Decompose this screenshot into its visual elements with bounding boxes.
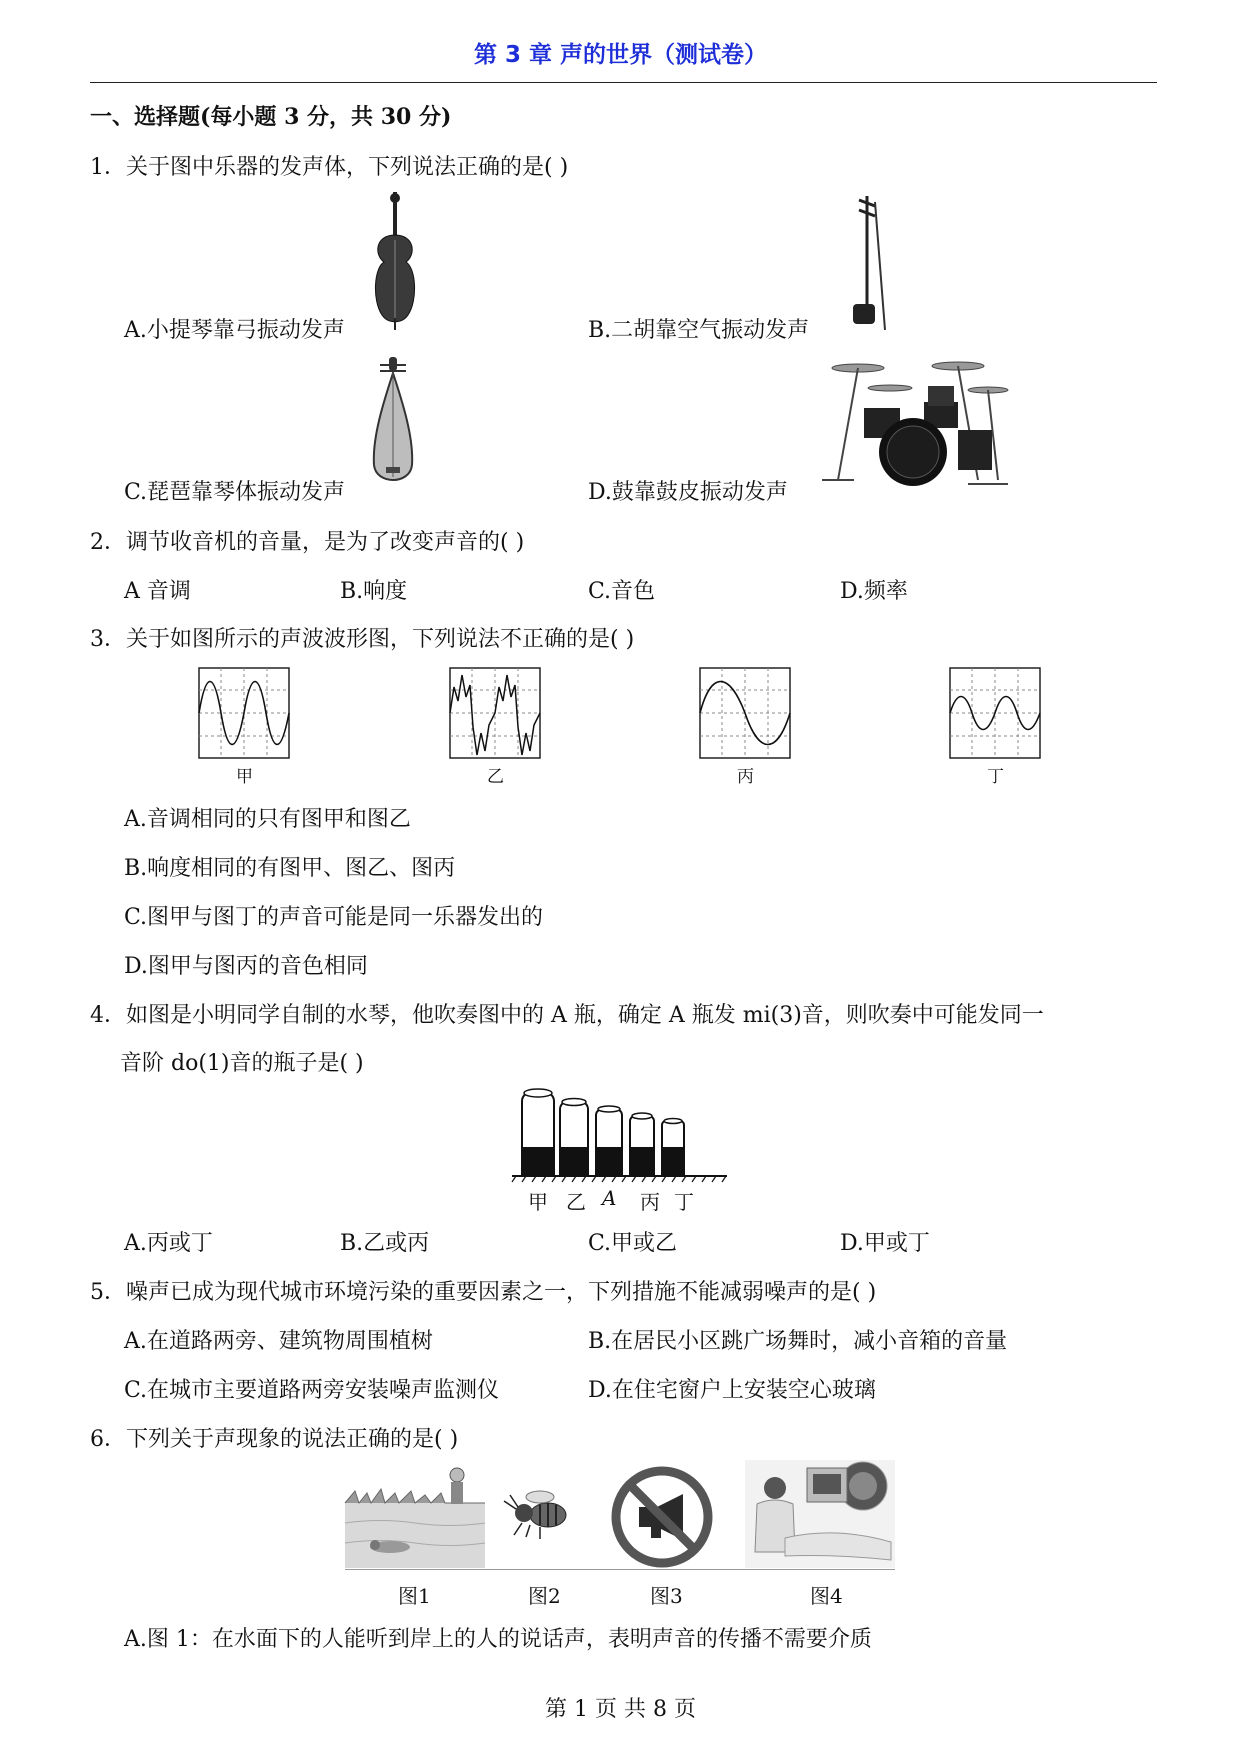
q3-option-d: D.图甲与图丙的音色相同 [124,954,368,979]
q2-option-c: C.音色 [588,579,656,604]
q3-stem: 3．关于如图所示的声波波形图，下列说法不正确的是( ) [90,627,635,652]
figure-label-2: 图2 [528,1584,561,1608]
q2-option-d: D.频率 [840,579,908,604]
bottle-label-yi: 乙 [566,1190,586,1214]
q5-stem: 5．噪声已成为现代城市环境污染的重要因素之一，下列措施不能减弱噪声的是( ) [90,1280,877,1305]
bottle-label-jia: 甲 [528,1190,548,1214]
q4-option-b: B.乙或丙 [340,1231,430,1256]
waveform-label-ding: 丁 [987,767,1004,787]
q3-option-c: C.图甲与图丁的声音可能是同一乐器发出的 [124,905,544,930]
waveform-jia [198,667,290,759]
pipa-image [368,355,418,495]
figure-3-no-horn-sign [607,1464,717,1570]
figure-label-4: 图4 [810,1584,843,1608]
q6-stem: 6．下列关于声现象的说法正确的是( ) [90,1427,459,1452]
q5-option-d: D.在住宅窗户上安装空心玻璃 [588,1378,876,1403]
violin-image [370,190,420,330]
waveform-label-jia: 甲 [236,767,253,787]
waveform-bing [699,667,791,759]
waveform-label-bing: 丙 [737,767,754,787]
q5-option-b: B.在居民小区跳广场舞时，减小音箱的音量 [588,1329,1008,1354]
q5-option-a: A.在道路两旁、建筑物周围植树 [124,1329,433,1354]
q4-option-a: A.丙或丁 [124,1231,213,1256]
q1-option-c: C.琵琶靠琴体振动发声 [124,480,346,505]
q1-option-b: B.二胡靠空气振动发声 [588,318,810,343]
figure-1-underwater-image [345,1463,485,1568]
figure-2-bee-image [500,1485,580,1545]
page-title: 第 3 章 声的世界（测试卷） [473,42,768,68]
q3-option-a: A.音调相同的只有图甲和图乙 [124,807,411,832]
q2-stem: 2．调节收音机的音量，是为了改变声音的( ) [90,530,525,555]
drum-kit-image [808,360,1018,490]
bottle-label-ding: 丁 [674,1190,694,1214]
page-number: 第 1 页 共 8 页 [545,1697,696,1722]
waveform-label-yi: 乙 [487,767,504,787]
q6-option-a: A.图 1：在水面下的人能听到岸上的人的说话声，表明声音的传播不需要介质 [124,1627,872,1652]
q1-stem: 1．关于图中乐器的发声体，下列说法正确的是( ) [90,155,569,180]
q1-option-a: A.小提琴靠弓振动发声 [124,318,345,343]
q5-option-c: C.在城市主要道路两旁安装噪声监测仪 [124,1378,500,1403]
q4-stem-line1: 4．如图是小明同学自制的水琴，他吹奏图中的 A 瓶，确定 A 瓶发 mi(3)音，则吹奏中可能发同一 [90,1003,1044,1028]
q2-option-a: A 音调 [124,579,191,604]
q4-stem-line2: 音阶 do(1)音的瓶子是( ) [120,1051,364,1076]
water-bottles-figure [512,1085,732,1177]
q4-option-d: D.甲或丁 [840,1231,930,1256]
erhu-image [845,192,895,332]
q4-option-c: C.甲或乙 [588,1231,678,1256]
section-title: 一、选择题(每小题 3 分，共 30 分) [90,104,452,130]
figure-label-3: 图3 [650,1584,683,1608]
bottle-label-a: A [602,1186,617,1210]
waveform-yi [449,667,541,759]
bottle-label-bing: 丙 [640,1190,660,1214]
q1-option-d: D.鼓靠鼓皮振动发声 [588,480,788,505]
figure-divider [345,1569,895,1570]
figure-label-1: 图1 [398,1584,431,1608]
header-divider [90,82,1157,83]
q3-option-b: B.响度相同的有图甲、图乙、图丙 [124,856,456,881]
q2-option-b: B.响度 [340,579,408,604]
figure-4-ultrasound-image [745,1460,895,1568]
waveform-ding [949,667,1041,759]
